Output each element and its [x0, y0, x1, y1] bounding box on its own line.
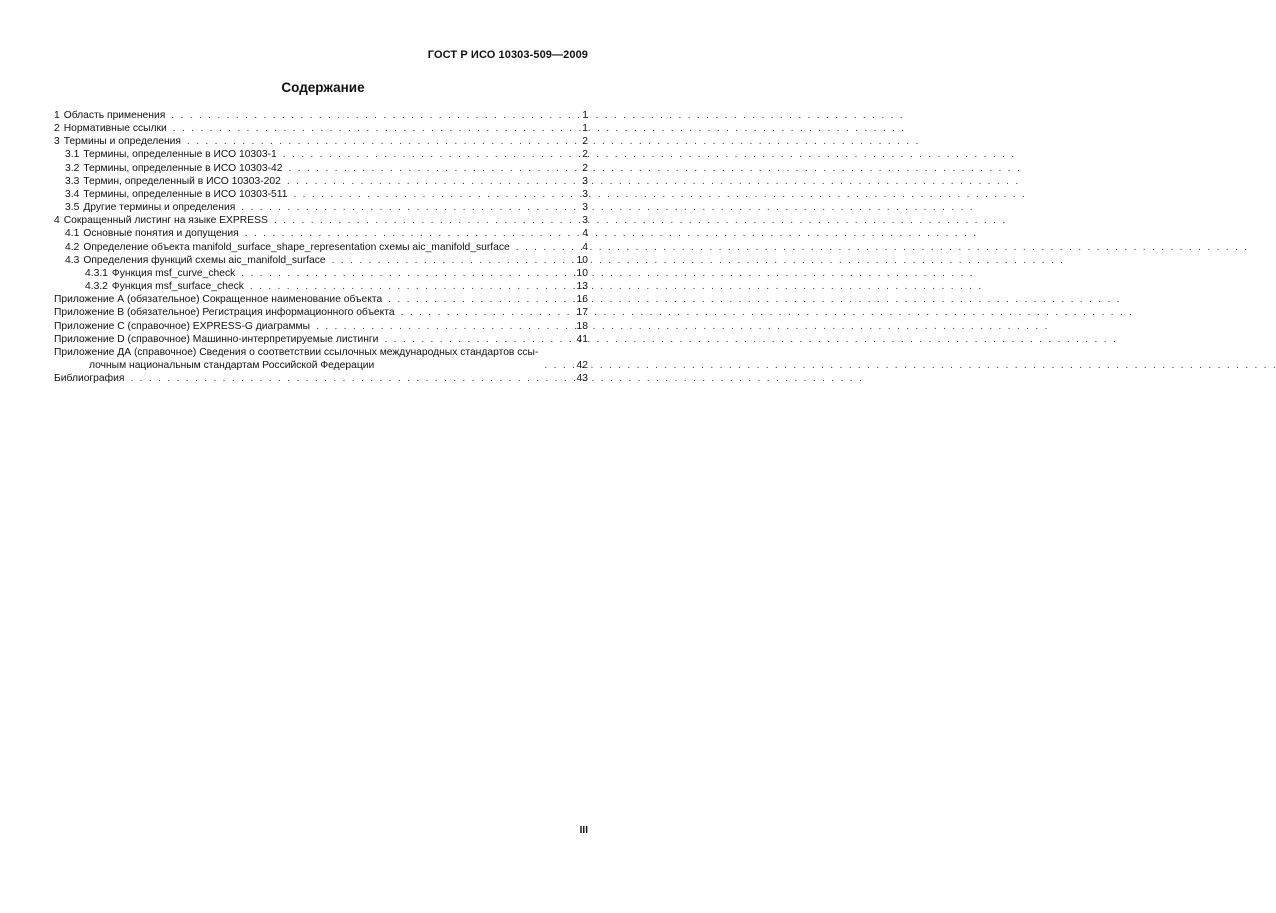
toc-entry-label: Термины, определенные в ИСО 10303-42: [83, 162, 283, 174]
toc-entry[interactable]: [54, 333, 588, 346]
toc-entry-label: Термины, определенные в ИСО 10303-511: [83, 188, 288, 200]
toc-entry-number: 4.1: [65, 228, 80, 240]
toc-leader-dots: [332, 254, 560, 267]
toc-page-number: 18: [576, 320, 588, 332]
toc-entry-number: 2: [54, 123, 60, 135]
toc-leader-dots: [293, 188, 560, 201]
toc-leader-dots: [241, 267, 560, 280]
toc-page-number: 1: [582, 123, 588, 135]
toc-entry-number: 4: [54, 215, 60, 227]
toc-entry[interactable]: [54, 214, 588, 227]
toc-entry-label: Нормативные ссылки: [63, 123, 167, 135]
toc-entry[interactable]: [54, 227, 588, 240]
toc-entry[interactable]: [54, 254, 588, 267]
toc-entry-number: 3.2: [65, 162, 80, 174]
toc-entry-label: Определение объекта manifold_surface_shape_representation схемы aic_manifold_surface: [83, 241, 510, 253]
toc-entry[interactable]: [54, 162, 588, 175]
toc-entry-text: [83, 241, 509, 254]
toc-entry-label: Сокращенный листинг на языке EXPRESS: [63, 215, 268, 227]
toc-entry-text: [64, 109, 166, 122]
toc-entry[interactable]: [54, 280, 588, 293]
toc-leader-dots: [245, 227, 560, 240]
toc-page-number: 3: [582, 175, 588, 187]
toc-entry-text: [64, 135, 181, 148]
page-number: III: [579, 825, 588, 836]
toc-page-number: 1: [582, 110, 588, 121]
toc-leader-dots: [274, 214, 560, 227]
toc-entry-number: 1: [54, 110, 60, 121]
toc-entry[interactable]: [54, 306, 588, 319]
toc-entry-text: [83, 227, 238, 240]
toc-entry[interactable]: [54, 293, 588, 306]
toc-entry-text: [83, 201, 235, 214]
toc-leader-dots: [130, 372, 560, 385]
toc-leader-dots: [288, 162, 560, 175]
toc-page-number: 10: [576, 254, 588, 266]
toc-page-number: 16: [576, 294, 588, 306]
toc-page-number: 2: [582, 136, 588, 148]
toc-entry[interactable]: [54, 188, 588, 201]
toc-entry-text: [112, 280, 244, 293]
toc-leader-dots: [544, 359, 560, 372]
toc-entry[interactable]: [54, 267, 588, 280]
toc-page-number: 13: [576, 281, 588, 293]
toc-entry-text: [112, 267, 235, 280]
toc-entry-text: [54, 346, 538, 372]
toc-entry-label: Приложение ДА (справочное) Сведения о соответствии ссылочных международных стандартов ссы-: [54, 346, 539, 358]
toc-entry-label: Определения функций схемы aic_manifold_surface: [83, 254, 326, 266]
toc-leader-dots: [516, 241, 560, 254]
toc-entry-label: Функция msf_surface_check: [111, 281, 244, 293]
toc-page-number: 42: [576, 359, 588, 371]
toc-entry[interactable]: [54, 241, 588, 254]
toc-entry-label: Термин, определенный в ИСО 10303-202: [83, 175, 281, 187]
toc-entry-text: [54, 293, 382, 306]
toc-entry-text: [54, 333, 378, 346]
toc-entry[interactable]: [54, 109, 588, 122]
toc-entry-number: 4.3.2: [85, 281, 108, 293]
toc-entry-label: Приложение D (справочное) Машинно-интерпретируемые листинги: [54, 333, 379, 345]
toc-page-number: 2: [582, 162, 588, 174]
toc-page-number: 2: [582, 149, 588, 161]
toc-page-number: 4: [582, 241, 588, 253]
toc-entry-text: [83, 188, 287, 201]
toc-entry-number: 3.3: [65, 175, 80, 187]
toc-entry-text: [54, 320, 310, 333]
toc-entry-label: Термины и определения: [63, 136, 181, 148]
toc-entry-number: 3.5: [65, 202, 80, 214]
toc-leader-dots: [173, 122, 560, 135]
toc-entry-label-continued: лочным национальным стандартам Российской Федерации: [89, 359, 375, 371]
toc-entry-number: 4.3: [65, 254, 80, 266]
toc-entry-label: Основные понятия и допущения: [83, 228, 239, 240]
toc-leader-dots: [316, 320, 560, 333]
toc-entry-label: Другие термины и определения: [83, 202, 236, 214]
toc-page-number: 41: [576, 333, 588, 345]
toc-leader-dots: [250, 280, 560, 293]
toc-leader-dots: [187, 135, 560, 148]
toc-entry[interactable]: [54, 320, 588, 333]
toc-leader-dots: [241, 201, 560, 214]
toc-leader-dots: [171, 109, 560, 122]
toc-page-number: 17: [576, 307, 588, 319]
toc-entry[interactable]: [54, 372, 588, 385]
toc-page-number: 3: [582, 202, 588, 214]
toc-entry-number: 3.1: [65, 149, 80, 161]
toc-entry-label: Приложение С (справочное) EXPRESS-G диаграммы: [54, 320, 311, 332]
toc-entry-number: 3.4: [65, 188, 80, 200]
toc-leader-dots: [384, 333, 560, 346]
toc-entry-text: [64, 214, 268, 227]
toc-page-number: 10: [576, 267, 588, 279]
toc-entry[interactable]: [54, 122, 588, 135]
toc-page-number: 3: [582, 215, 588, 227]
toc-entry[interactable]: [54, 135, 588, 148]
toc-leader-dots: [388, 293, 560, 306]
toc-entry[interactable]: [54, 346, 588, 372]
toc-leader-dots: [287, 175, 560, 188]
page-title: Содержание: [281, 80, 365, 95]
toc-entry-label: Библиография: [54, 373, 125, 385]
toc-entry-text: [83, 162, 282, 175]
toc-entry-text: [83, 148, 276, 161]
toc-leader-dots: [283, 148, 560, 161]
table-of-contents: [54, 109, 588, 385]
toc-entry-number: 4.3.1: [85, 267, 108, 279]
toc-entry-label: Область применения: [63, 110, 166, 121]
toc-entry-text: [83, 175, 281, 188]
toc-page-number: 43: [576, 373, 588, 385]
toc-entry[interactable]: [54, 201, 588, 214]
toc-leader-dots: [401, 306, 560, 319]
toc-entry-text: [64, 122, 167, 135]
toc-entry-text: [54, 372, 124, 385]
toc-entry-text: [54, 306, 395, 319]
toc-entry-label: Термины, определенные в ИСО 10303-1: [83, 149, 277, 161]
toc-entry-label: Приложение В (обязательное) Регистрация информационного объекта: [54, 307, 395, 319]
toc-entry-number: 4.2: [65, 241, 80, 253]
toc-entry-text: [83, 254, 325, 267]
toc-entry[interactable]: [54, 175, 588, 188]
toc-page-number: 4: [582, 228, 588, 240]
toc-entry[interactable]: [54, 148, 588, 161]
toc-entry-number: 3: [54, 136, 60, 148]
toc-entry-label: Приложение А (обязательное) Сокращенное наименование объекта: [54, 294, 383, 306]
toc-entry-label: Функция msf_curve_check: [111, 267, 236, 279]
toc-page-number: 3: [582, 188, 588, 200]
document-header: ГОСТ Р ИСО 10303-509—2009: [427, 49, 588, 61]
